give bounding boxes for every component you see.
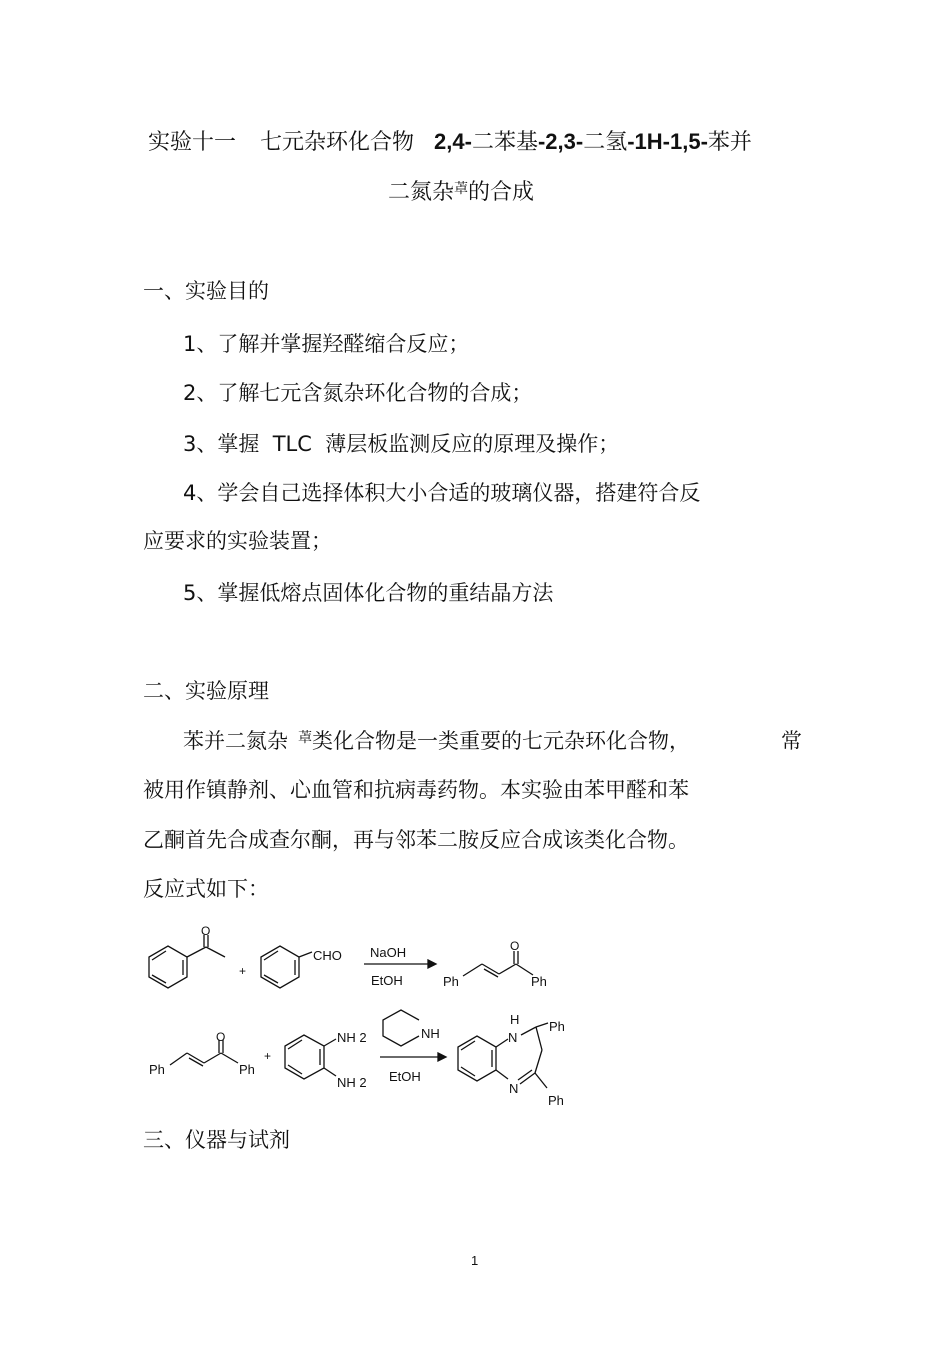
principle-line-2: 被用作镇静剂、心血管和抗病毒药物。本实验由苯甲醛和苯 bbox=[143, 778, 689, 802]
r2-ph-right: Ph bbox=[239, 1062, 255, 1077]
product-ph-top: Ph bbox=[549, 1019, 565, 1034]
section2-heading: 二、实验原理 bbox=[143, 679, 269, 703]
piperidine-structure bbox=[383, 1010, 440, 1046]
principle-char: 䓬 bbox=[298, 730, 312, 746]
title-part-c: -2,3- bbox=[537, 129, 584, 154]
principle-line-4: 反应式如下： bbox=[143, 877, 269, 901]
principle-line-1 bbox=[183, 731, 690, 752]
objective-item-5: 5、掌握低熔点固体化合物的重结晶方法 bbox=[183, 581, 554, 605]
objective-item-4: 4、学会自己选择体积大小合适的玻璃仪器，搭建符合反 bbox=[183, 481, 701, 505]
solvent-etoh-2: EtOH bbox=[389, 1069, 421, 1084]
title-prefix: 实验十一 bbox=[148, 130, 237, 155]
r2-ph-left: Ph bbox=[149, 1062, 165, 1077]
chalcone-reactant bbox=[149, 1030, 255, 1077]
plus-sign-1: + bbox=[239, 964, 247, 978]
reagent-naoh: NaOH bbox=[370, 945, 407, 960]
title-part-a: 2,4- bbox=[434, 129, 472, 154]
title-line2-char: 䓬 bbox=[454, 181, 469, 197]
title-line-2 bbox=[388, 182, 534, 204]
title-part-d: 二氢 bbox=[583, 130, 628, 155]
objective-item-4-cont: 应要求的实验装置； bbox=[143, 529, 332, 553]
chalcone-product bbox=[443, 939, 547, 989]
objective-item-3: 3、掌握 TLC 薄层板监测反应的原理及操作； bbox=[183, 432, 620, 456]
objective-item-1: 1、了解并掌握羟醛缩合反应； bbox=[183, 332, 470, 356]
title-line2-a: 二氮杂 bbox=[388, 180, 455, 205]
piperidine-nh: NH bbox=[421, 1026, 440, 1041]
plus-sign-2: + bbox=[264, 1049, 272, 1063]
title-line2-b: 的合成 bbox=[468, 180, 535, 205]
principle-line-1-end: 常 bbox=[781, 729, 802, 753]
reaction-arrow-2 bbox=[380, 1010, 446, 1084]
phenylenediamine-structure bbox=[285, 1030, 367, 1090]
acetophenone-structure bbox=[149, 924, 225, 988]
section1-heading: 一、实验目的 bbox=[143, 279, 269, 303]
benzaldehyde-structure bbox=[261, 946, 342, 988]
nh2-top: NH 2 bbox=[337, 1030, 367, 1045]
section3-heading: 三、仪器与试剂 bbox=[143, 1128, 290, 1152]
title-part-b: 二苯基 bbox=[471, 130, 538, 155]
chalcone-ph-left: Ph bbox=[443, 974, 459, 989]
aldehyde-label: CHO bbox=[313, 948, 342, 963]
chalcone-o: O bbox=[510, 939, 520, 953]
product-n1: N bbox=[508, 1030, 518, 1045]
title-part-f: 苯并 bbox=[707, 130, 752, 155]
title-part-e: -1H-1,5- bbox=[627, 129, 708, 154]
principle-line-3: 乙酮首先合成查尔酮，再与邻苯二胺反应合成该类化合物。 bbox=[143, 828, 689, 852]
ketone-o-label: O bbox=[201, 924, 211, 938]
nh2-bottom: NH 2 bbox=[337, 1075, 367, 1090]
product-n2: N bbox=[509, 1081, 519, 1096]
r2-o: O bbox=[216, 1030, 226, 1044]
benzodiazepine-product bbox=[458, 1012, 565, 1108]
reaction-scheme bbox=[0, 920, 950, 1120]
page-number: 1 bbox=[471, 1253, 479, 1268]
solvent-etoh-1: EtOH bbox=[371, 973, 403, 988]
principle-text-b: 类化合物是一类重要的七元杂环化合物， bbox=[312, 729, 690, 753]
title-name: 七元杂环化合物 bbox=[260, 130, 415, 155]
product-h: H bbox=[510, 1012, 520, 1027]
principle-text-a: 苯并二氮杂 bbox=[183, 729, 288, 753]
title-line-1 bbox=[148, 131, 752, 154]
reaction-arrow-1 bbox=[364, 945, 436, 988]
chalcone-ph-right: Ph bbox=[531, 974, 547, 989]
product-ph-bottom: Ph bbox=[548, 1093, 564, 1108]
objective-item-2: 2、了解七元含氮杂环化合物的合成； bbox=[183, 381, 533, 405]
